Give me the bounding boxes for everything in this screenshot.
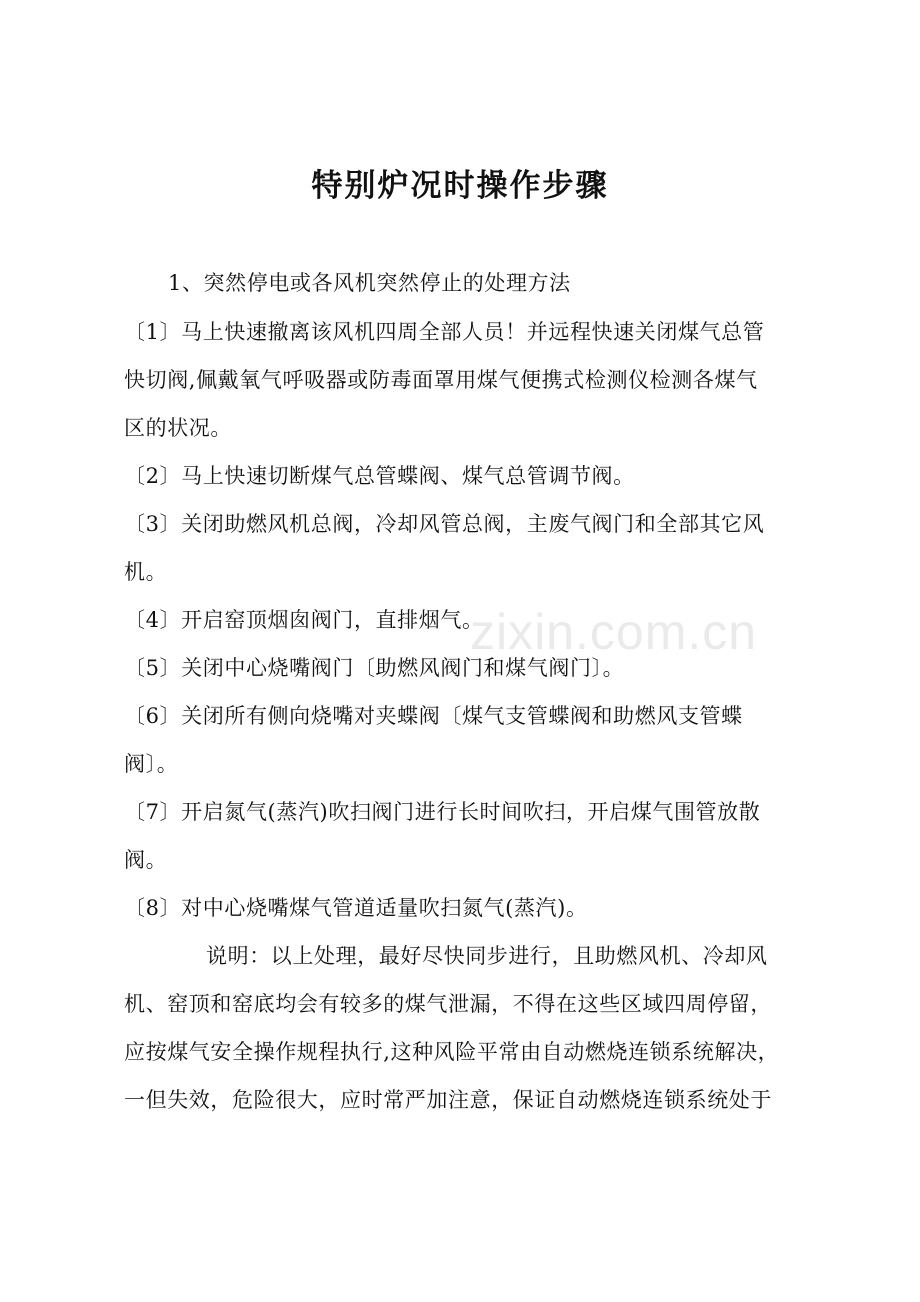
step-3-line-2: 机。 bbox=[124, 560, 168, 584]
step-6-line-2: 阀〕。 bbox=[124, 752, 179, 776]
step-1-line-2: 快切阀,佩戴氧气呼吸器或防毒面罩用煤气便携式检测仪检测各煤气 bbox=[124, 368, 758, 392]
note-line-3: 应按煤气安全操作规程执行,这种风险平常由自动燃烧连锁系统解决， bbox=[124, 1040, 780, 1064]
step-8-line-1: 〔8〕对中心烧嘴煤气管道适量吹扫氮气(蒸汽)。 bbox=[124, 896, 588, 920]
step-2-line-1: 〔2〕马上快速切断煤气总管蝶阀、煤气总管调节阀。 bbox=[124, 464, 635, 488]
step-5-line-1: 〔5〕关闭中心烧嘴阀门〔助燃风阀门和煤气阀门〕。 bbox=[124, 656, 625, 680]
step-7-line-2: 阀。 bbox=[124, 848, 168, 872]
section-heading: 1、突然停电或各风机突然停止的处理方法 bbox=[168, 271, 571, 295]
step-4-line-1: 〔4〕开启窑顶烟囱阀门，直排烟气。 bbox=[124, 608, 484, 632]
document-title: 特别炉况时操作步骤 bbox=[311, 168, 609, 204]
note-line-4: 一但失效，危险很大，应时常严加注意，保证自动燃烧连锁系统处于 bbox=[124, 1088, 772, 1112]
step-7-line-1: 〔7〕开启氮气(蒸汽)吹扫阀门进行长时间吹扫，开启煤气围管放散 bbox=[124, 800, 761, 824]
step-1-line-3: 区的状况。 bbox=[124, 416, 232, 440]
step-3-line-1: 〔3〕关闭助燃风机总阀，冷却风管总阀，主废气阀门和全部其它风 bbox=[124, 512, 765, 536]
step-6-line-1: 〔6〕关闭所有侧向烧嘴对夹蝶阀〔煤气支管蝶阀和助燃风支管蝶 bbox=[124, 704, 743, 728]
step-1-line-1: 〔1〕马上快速撤离该风机四周全部人员！并远程快速关闭煤气总管 bbox=[124, 320, 765, 344]
watermark: zixin.com.cn bbox=[470, 604, 758, 660]
note-line-2: 机、窑顶和窑底均会有较多的煤气泄漏，不得在这些区域四周停留， bbox=[124, 992, 772, 1016]
note-line-1: 说明：以上处理，最好尽快同步进行，且助燃风机、冷却风 bbox=[206, 944, 768, 968]
